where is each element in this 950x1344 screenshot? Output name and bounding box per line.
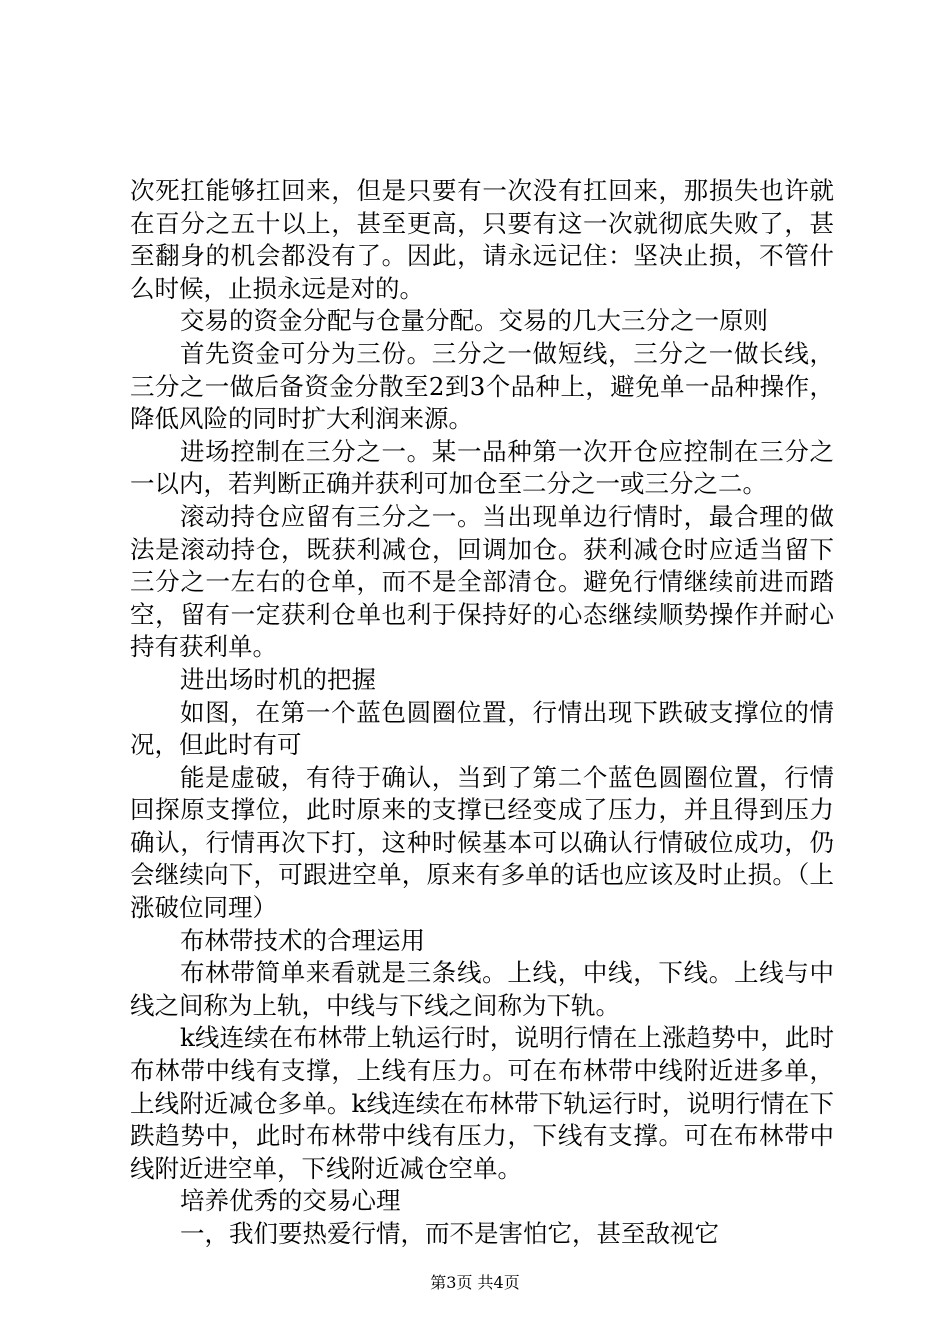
paragraph-5: 滚动持仓应留有三分之一。当出现单边行情时，最合理的做法是滚动持仓，既获利减仓，回调加仓。获利减仓时应适当留下三分之一左右的仓单，而不是全部清仓。避免行情继续前进而踏空，留有一定获利仓单也利于保持好的心态继续顺势操作并耐心持有获利单。 <box>130 501 834 662</box>
paragraph-11: k线连续在布林带上轨运行时，说明行情在上涨趋势中，此时布林带中线有支撑，上线有压力。可在布林带中线附近进多单，上线附近减仓多单。k线连续在布林带下轨运行时，说明行情在下跌趋势中，此时布林带中线有压力，下线有支撑。可在布林带中线附近进空单，下线附近减仓空单。 <box>130 1023 834 1183</box>
paragraph-12: 培养优秀的交易心理 <box>180 1186 401 1216</box>
paragraph-8: 能是虚破，有待于确认，当到了第二个蓝色圆圈位置，行情回探原支撑位，此时原来的支撑已经变成了压力，并且得到压力确认，行情再次下打，这种时候基本可以确认行情破位成功，仍会继续向下，可跟进空单，原来有多单的话也应该及时止损。（上涨破位同理） <box>130 762 834 923</box>
paragraph-10: 布林带简单来看就是三条线。上线，中线，下线。上线与中线之间称为上轨，中线与下线之间称为下轨。 <box>130 958 834 1020</box>
paragraph-4: 进场控制在三分之一。某一品种第一次开仓应控制在三分之一以内，若判断正确并获利可加仓至二分之一或三分之二。 <box>130 436 834 499</box>
paragraph-6: 进出场时机的把握 <box>180 664 376 694</box>
paragraph-1: 次死扛能够扛回来，但是只要有一次没有扛回来，那损失也许就在百分之五十以上，甚至更高，只要有这一次就彻底失败了，甚至翻身的机会都没有了。因此，请永远记住：坚决止损，不管什么时候，止损永远是对的。 <box>130 176 834 303</box>
paragraph-9: 布林带技术的合理运用 <box>180 925 425 955</box>
paragraph-3: 首先资金可分为三份。三分之一做短线，三分之一做长线，三分之一做后备资金分散至2到3个品种上，避免单一品种操作，降低风险的同时扩大利润来源。 <box>130 338 834 434</box>
document-body <box>130 175 834 1251</box>
page-number-label: 第3页 共4页 <box>430 1273 520 1292</box>
paragraph-7: 如图，在第一个蓝色圆圈位置，行情出现下跌破支撑位的情况，但此时有可 <box>130 697 834 760</box>
paragraph-13: 一，我们要热爱行情，而不是害怕它，甚至敌视它 <box>180 1219 719 1248</box>
page-footer <box>0 1272 950 1294</box>
paragraph-2: 交易的资金分配与仓量分配。交易的几大三分之一原则 <box>180 306 768 336</box>
